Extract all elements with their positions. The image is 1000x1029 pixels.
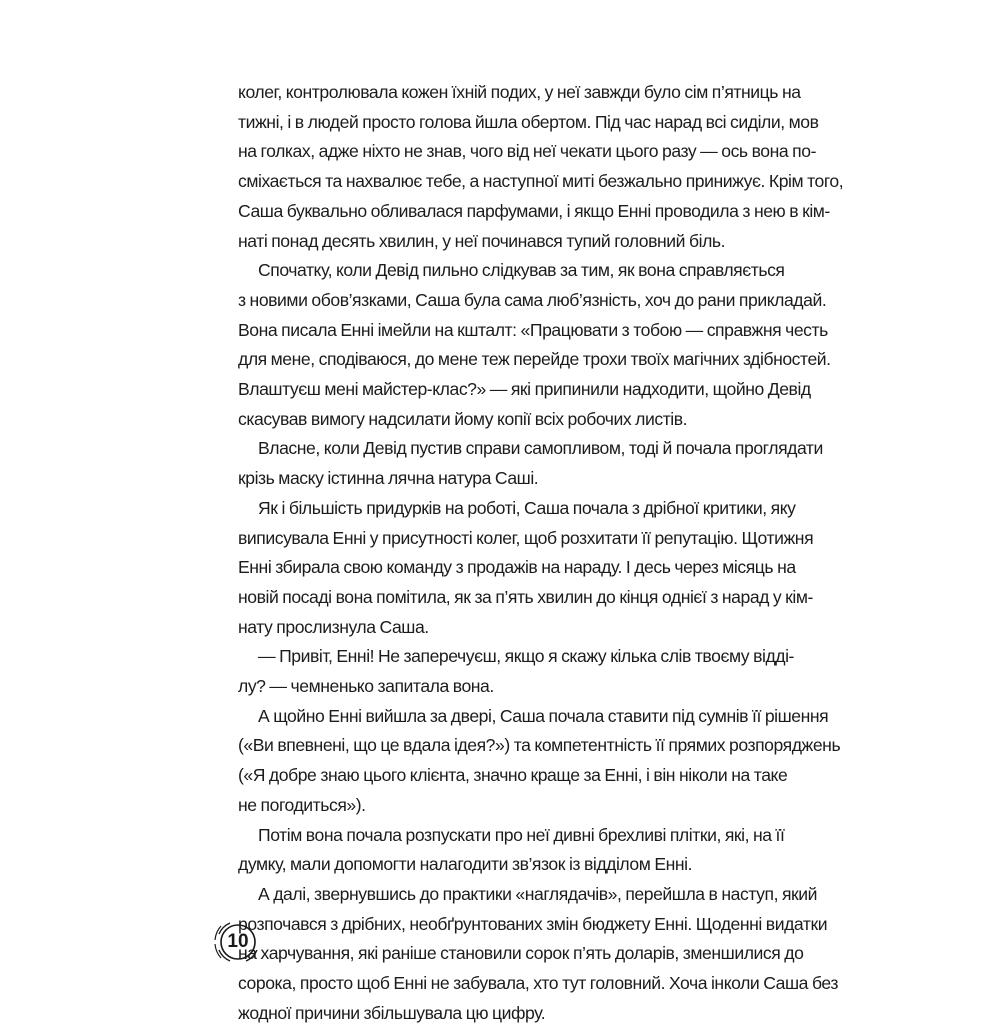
paragraph [238, 702, 841, 821]
text-line: сміхається та нахвалює тебе, а наступної миті безжально принижує. Крім того, [238, 171, 844, 192]
paragraph [238, 434, 823, 493]
paragraph [238, 78, 844, 256]
text-line: Потім вона почала розпускати про неї дивні брехливі плітки, які, на її [258, 824, 785, 845]
text-line: скасував вимогу надсилати йому копії всіх робочих листів. [238, 408, 688, 429]
text-line: А щойно Енні вийшла за двері, Саша почала ставити під сумнів її рішення [258, 705, 829, 726]
text-line: тижні, і в людей просто голова йшла обертом. Під час нарад всі сиділи, мов [238, 111, 819, 132]
paragraph [238, 256, 831, 434]
body-text [238, 78, 844, 1029]
text-line: з новими обов’язками, Саша була сама люб’язність, хоч до рани прикладай. [238, 289, 827, 310]
text-line: («Ви впевнені, що це вдала ідея?») та компетентність її прямих розпоряджень [238, 735, 841, 756]
text-line: сорока, просто щоб Енні не забувала, хто тут головний. Хоча інколи Саша без [238, 973, 838, 994]
text-line: на голках, адже ніхто не знав, чого від неї чекати цього разу — ось вона по- [238, 141, 816, 162]
text-line: для мене, сподіваюся, до мене теж перейде трохи твоїх магічних здібностей. [238, 349, 831, 370]
text-line: наті понад десять хвилин, у неї починався тупий головний біль. [238, 230, 726, 251]
text-line: не погодиться»). [238, 794, 366, 815]
text-line: Спочатку, коли Девід пильно слідкував за тим, як вона справляється [258, 260, 785, 281]
text-line: — Привіт, Енні! Не заперечуєш, якщо я скажу кілька слів твоєму відді- [258, 646, 794, 667]
text-line: крізь маску істинна лячна натура Саші. [238, 468, 539, 489]
text-line: Як і більшість придурків на роботі, Саша почала з дрібної критики, яку [258, 497, 796, 518]
text-line: новій посаді вона помітила, як за п’ять хвилин до кінця однієї з нарад у кім- [238, 586, 813, 607]
text-line: («Я добре знаю цього клієнта, значно краще за Енні, і він ніколи на таке [238, 765, 788, 786]
paragraph [238, 494, 814, 643]
text-line: Влаштуєш мені майстер-клас?» — які припинили надходити, щойно Девід [238, 379, 811, 400]
text-line: Саша буквально обливалася парфумами, і якщо Енні проводила з нею в кім- [238, 200, 830, 221]
text-line: Вона писала Енні імейли на кшталт: «Працювати з тобою — справжня честь [238, 319, 828, 340]
page-number: 10 [227, 931, 249, 952]
text-line: Власне, коли Девід пустив справи самопливом, тоді й почала проглядати [258, 438, 823, 459]
text-line: А далі, звернувшись до практики «наглядачів», перейшла в наступ, який [258, 883, 818, 904]
text-line: на харчування, які раніше становили сорок п’ять доларів, зменшилися до [238, 943, 804, 964]
text-line: Енні збирала свою команду з продажів на нараду. І десь через місяць на [238, 557, 796, 578]
page-number-badge [208, 912, 268, 972]
text-line: нату прослизнула Саша. [238, 616, 429, 637]
text-line: виписувала Енні у присутності колег, щоб розхитати її репутацію. Щотижня [238, 527, 814, 548]
text-line: жодної причини збільшувала цю цифру. [238, 1002, 546, 1023]
text-line: лу? — чемненько запитала вона. [238, 676, 494, 697]
text-line: думку, мали допомогти налагодити зв’язок із відділом Енні. [238, 854, 693, 875]
paragraph [238, 880, 838, 1029]
text-line: колег, контролювала кожен їхній подих, у неї завжди було сім п’ятниць на [238, 82, 801, 102]
paragraph [238, 821, 785, 880]
text-line: розпочався з дрібних, необґрунтованих змін бюджету Енні. Щоденні видатки [238, 913, 828, 934]
paragraph [238, 642, 794, 701]
